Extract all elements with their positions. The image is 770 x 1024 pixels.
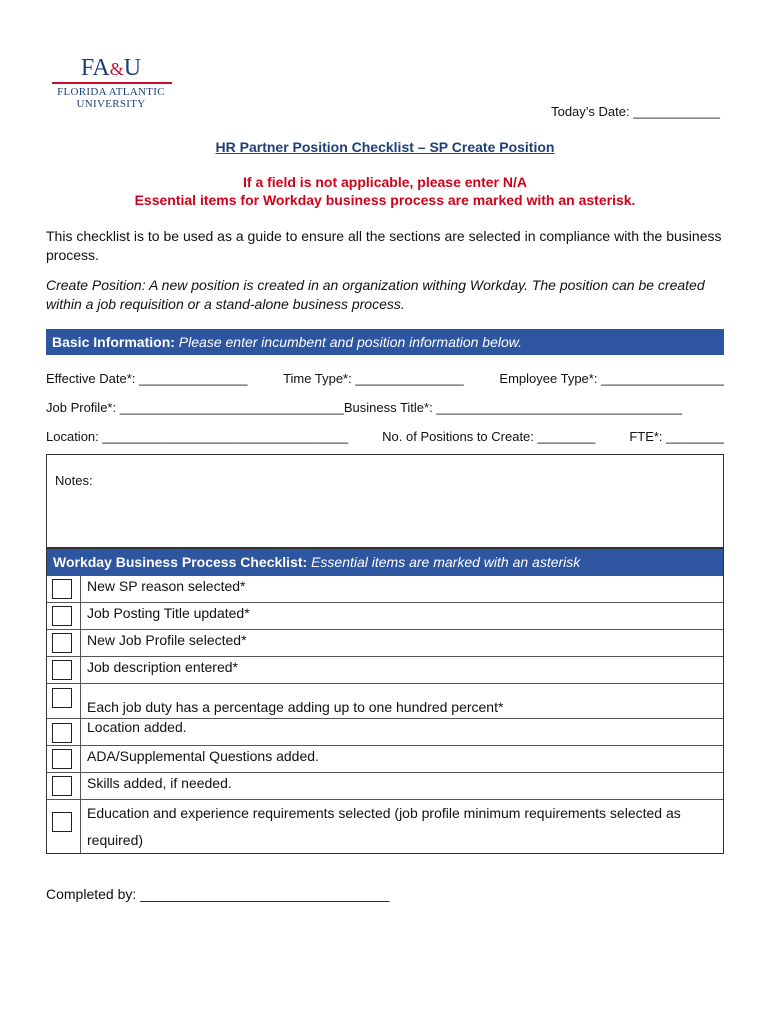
workday-checklist (46, 548, 724, 854)
checklist-row (47, 718, 723, 745)
basic-information-subheading: Please enter incumbent and position information below. (174, 334, 523, 350)
employee-type-field[interactable]: Employee Type*: _________________ (499, 371, 724, 386)
notes-label: Notes: (55, 473, 93, 488)
na-instruction: If a field is not applicable, please enter N/A (243, 174, 527, 190)
checklist-item-label: Job description entered* (87, 659, 238, 675)
logo-line-1: FLORIDA ATLANTIC (57, 86, 165, 98)
location-field[interactable]: Location: __________________________________ (46, 429, 349, 444)
checklist-row (47, 602, 723, 629)
checklist-item-label: New SP reason selected* (87, 578, 246, 594)
checklist-row (47, 629, 723, 656)
checklist-row (47, 772, 723, 799)
checklist-row (47, 745, 723, 772)
checkbox[interactable] (52, 660, 72, 680)
basic-information-header (46, 329, 724, 355)
checkbox[interactable] (52, 606, 72, 626)
todays-date-field[interactable]: Today’s Date: ____________ (551, 104, 720, 119)
field-row-3 (46, 429, 724, 444)
basic-information-heading: Basic Information: (52, 334, 175, 350)
checklist-row (47, 575, 723, 602)
checkbox[interactable] (52, 749, 72, 769)
checklist-item-label: New Job Profile selected* (87, 632, 247, 648)
checklist-row (47, 799, 723, 853)
checklist-item-label: Education and experience requirements selected (job profile minimum requirements selected as required) (87, 805, 681, 848)
checklist-item-label: Job Posting Title updated* (87, 605, 250, 621)
field-row-1 (46, 371, 724, 386)
checkbox[interactable] (52, 579, 72, 599)
definition-paragraph: Create Position: A new position is created in an organization withing Workday. The position can be created within a job requisition or a stand-alone business process. (46, 277, 705, 312)
asterisk-instruction: Essential items for Workday business process are marked with an asterisk. (134, 192, 636, 208)
notes-box[interactable] (46, 454, 724, 548)
time-type-field[interactable]: Time Type*: _______________ (283, 371, 464, 386)
field-row-2 (46, 400, 724, 415)
checklist-subheading: Essential items are marked with an asterisk (307, 554, 581, 570)
checklist-header (47, 549, 723, 575)
checklist-item-label: Location added. (87, 719, 187, 735)
checkbox[interactable] (52, 688, 72, 708)
logo-rule (52, 82, 172, 84)
checkbox[interactable] (52, 776, 72, 796)
checklist-item-label: Skills added, if needed. (87, 775, 232, 791)
effective-date-field[interactable]: Effective Date*: _______________ (46, 371, 248, 386)
checklist-row (47, 683, 723, 718)
positions-count-field[interactable]: No. of Positions to Create: ________ (382, 429, 596, 444)
checkbox[interactable] (52, 812, 72, 832)
checklist-row (47, 656, 723, 683)
job-profile-business-title-fields[interactable]: Job Profile*: _______________________________Business Title*: __________________________________ (46, 400, 683, 415)
logo-mark: FA&U (80, 55, 142, 81)
completed-by-field[interactable]: Completed by: ________________________________ (46, 886, 390, 902)
logo-line-2: UNIVERSITY (76, 98, 146, 110)
checklist-item-label: ADA/Supplemental Questions added. (87, 748, 319, 764)
checkbox[interactable] (52, 633, 72, 653)
intro-paragraph: This checklist is to be used as a guide to ensure all the sections are selected in compliance with the business process. (46, 228, 722, 263)
document-title: HR Partner Position Checklist – SP Create Position (215, 139, 555, 155)
checklist-heading: Workday Business Process Checklist: (53, 554, 308, 570)
fte-field[interactable]: FTE*: ________ (629, 429, 724, 444)
checkbox[interactable] (52, 723, 72, 743)
fau-logo (50, 55, 175, 113)
checklist-item-label: Each job duty has a percentage adding up to one hundred percent* (87, 699, 504, 715)
